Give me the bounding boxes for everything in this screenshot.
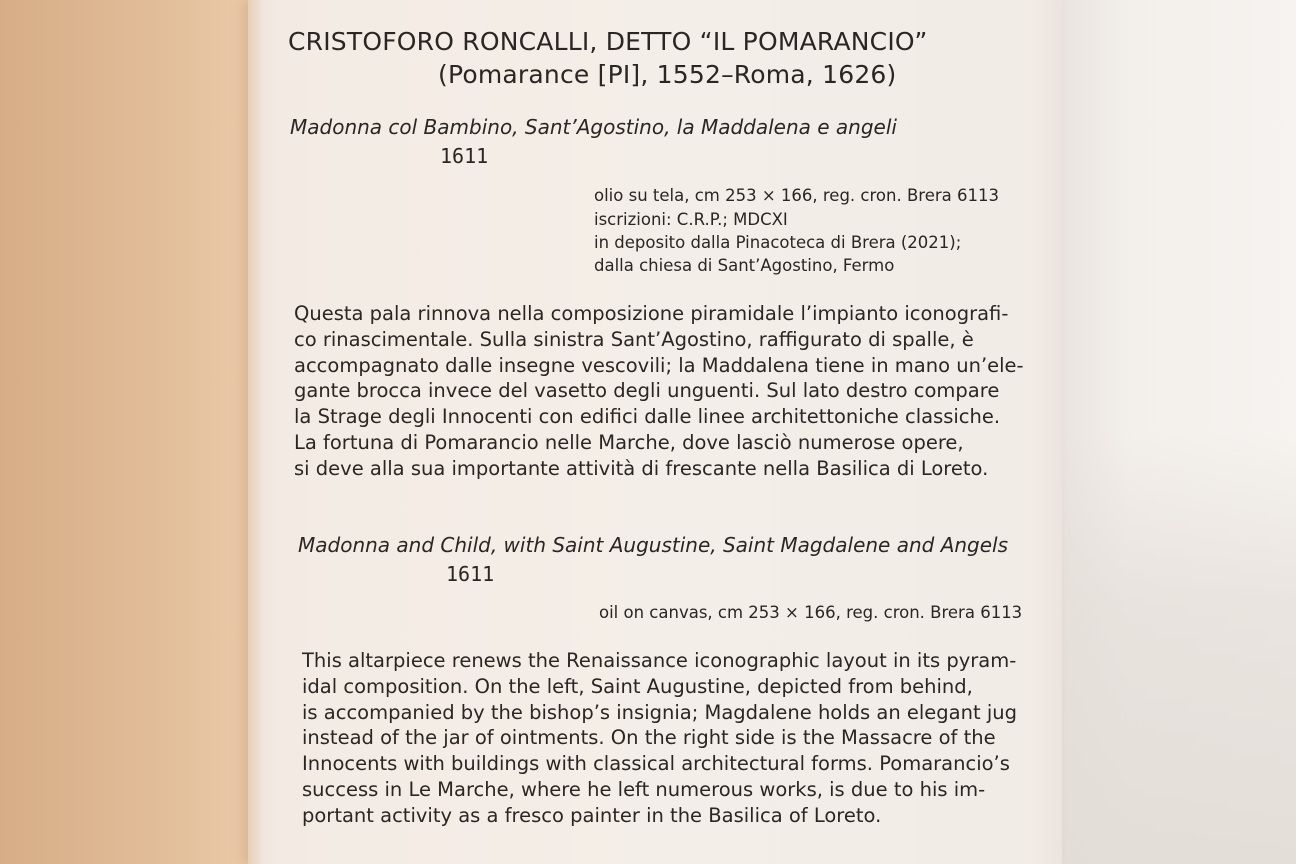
detail-line: iscrizioni: C.R.P.; MDCXI bbox=[594, 210, 788, 229]
text-line: Innocents with buildings with classical architectural forms. Pomarancio’s bbox=[302, 752, 1010, 776]
description-it bbox=[294, 301, 1024, 482]
panel-edge bbox=[248, 0, 264, 864]
text-line: is accompanied by the bishop’s insignia; Magdalene holds an elegant jug bbox=[302, 700, 1017, 724]
details-en: oil on canvas, cm 253 × 166, reg. cron. Brera 6113 bbox=[599, 603, 1023, 622]
text-line: instead of the jar of ointments. On the right side is the Massacre of the bbox=[302, 726, 996, 750]
text-line: gante brocca invece del vasetto degli unguenti. Sul lato destro compare bbox=[294, 379, 1000, 403]
text-line: La fortuna di Pomarancio nelle Marche, dove lasciò numerose opere, bbox=[294, 430, 964, 454]
wall-shadow bbox=[1060, 430, 1296, 864]
detail-line: in deposito dalla Pinacoteca di Brera (2021); bbox=[594, 233, 962, 252]
artist-dates: (Pomarance [PI], 1552–Roma, 1626) bbox=[438, 60, 897, 89]
artist-name: CRISTOFORO RONCALLI, DETTO “IL POMARANCIO” bbox=[288, 27, 928, 56]
artwork-year-en: 1611 bbox=[446, 562, 495, 586]
artwork-title-en: Madonna and Child, with Saint Augustine, Saint Magdalene and Angels bbox=[298, 533, 1009, 557]
text-line: si deve alla sua importante attività di frescante nella Basilica di Loreto. bbox=[294, 456, 989, 480]
text-line: co rinascimentale. Sulla sinistra Sant’Agostino, raffigurato di spalle, è bbox=[294, 327, 974, 351]
artwork-year-it: 1611 bbox=[440, 144, 489, 168]
text-line: Questa pala rinnova nella composizione piramidale l’impianto iconografi- bbox=[294, 302, 1009, 325]
detail-line: olio su tela, cm 253 × 166, reg. cron. Brera 6113 bbox=[594, 186, 999, 205]
text-line: This altarpiece renews the Renaissance iconographic layout in its pyram- bbox=[302, 649, 1017, 672]
text-line: accompagnato dalle insegne vescovili; la Maddalena tiene in mano un’ele- bbox=[294, 353, 1024, 377]
text-line: portant activity as a fresco painter in the Basilica of Loreto. bbox=[302, 803, 882, 827]
text-line: idal composition. On the left, Saint Augustine, depicted from behind, bbox=[302, 674, 973, 698]
wall-left bbox=[0, 0, 250, 864]
detail-line: dalla chiesa di Sant’Agostino, Fermo bbox=[594, 256, 895, 275]
artwork-title-it: Madonna col Bambino, Sant’Agostino, la Maddalena e angeli bbox=[290, 115, 897, 139]
text-line: la Strage degli Innocenti con edifici dalle linee architettoniche classiche. bbox=[294, 405, 1001, 429]
description-en bbox=[302, 648, 1017, 829]
text-line: success in Le Marche, where he left numerous works, is due to his im- bbox=[302, 777, 986, 801]
